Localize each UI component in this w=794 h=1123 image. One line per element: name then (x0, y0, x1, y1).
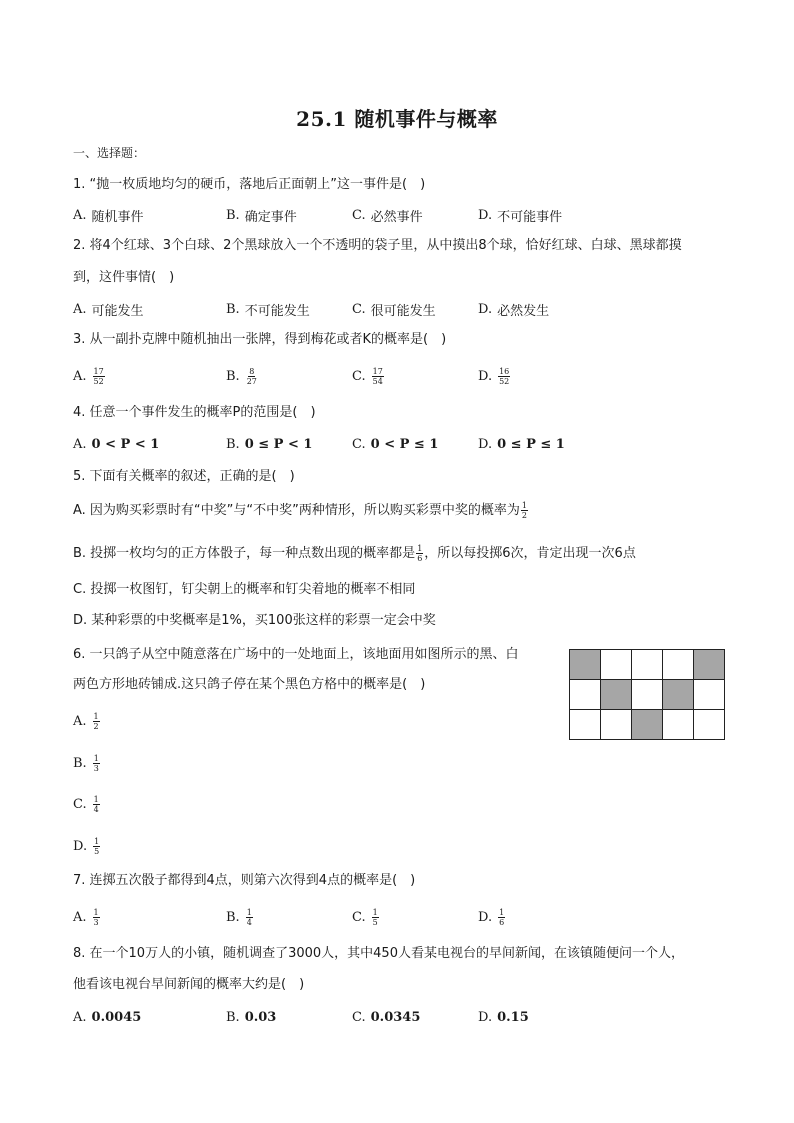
section-heading: 一、选择题： (73, 146, 146, 160)
question-1-options (73, 203, 733, 227)
option-label: A. (73, 207, 87, 223)
option-math: 0 < P ≤ 1 (370, 436, 439, 452)
grid-cell-white (632, 650, 663, 680)
numerator: 16 (499, 366, 510, 376)
option-label: C. (352, 909, 366, 925)
denominator: 3 (93, 763, 99, 773)
question-2-stem-line-1: 2. 将4个红球、3个白球、2个黑球放入一个不透明的袋子里，从中摸出8个球，恰好红球、白球、黑球都摸 (73, 238, 682, 253)
q8-option-b[interactable] (226, 1005, 276, 1029)
grid-cell-white (632, 680, 663, 710)
q5-option-a[interactable] (73, 501, 529, 521)
fraction (93, 367, 105, 386)
option-label: C. (352, 1009, 366, 1025)
denominator: 6 (499, 917, 505, 927)
q5-option-b[interactable] (73, 544, 636, 564)
option-label: D. (478, 207, 493, 223)
grid-cell-black (694, 650, 725, 680)
question-6-stem-line-1: 6. 一只鸽子从空中随意落在广场中的一处地面上，该地面用如图所示的黑、白 (73, 647, 519, 662)
grid-cell-black (601, 680, 632, 710)
option-label: C. (352, 207, 366, 223)
fraction (498, 908, 505, 927)
option-label: B. (226, 301, 240, 317)
option-label: D. (478, 436, 493, 452)
option-label: A. (73, 301, 87, 317)
q1-option-a[interactable] (73, 203, 144, 227)
option-text: 很可能发生 (370, 303, 436, 319)
fraction (416, 544, 423, 563)
grid-cell-white (601, 650, 632, 680)
q2-option-b[interactable] (226, 297, 310, 321)
q3-option-d[interactable] (478, 364, 511, 388)
question-3-options (73, 364, 733, 388)
q5-option-c[interactable]: C. 投掷一枚图钉，钉尖朝上的概率和钉尖着地的概率不相同 (73, 582, 416, 597)
option-label: B. (226, 1009, 240, 1025)
denominator: 5 (94, 846, 100, 856)
numerator: 1 (417, 544, 423, 553)
option-text: 不可能事件 (497, 209, 563, 225)
q6-option-d[interactable] (73, 834, 733, 858)
q4-option-b[interactable] (226, 432, 312, 456)
option-label: D. (478, 1009, 493, 1025)
denominator: 54 (372, 376, 383, 386)
denominator: 4 (93, 804, 99, 814)
grid-row (570, 650, 725, 680)
option-math: 0 ≤ P < 1 (244, 436, 313, 452)
grid-cell-white (694, 680, 725, 710)
option-label: B. (226, 207, 240, 223)
q8-option-d[interactable] (478, 1005, 529, 1029)
q8-option-a[interactable] (73, 1005, 141, 1029)
grid-cell-white (570, 680, 601, 710)
fraction (93, 795, 100, 814)
denominator: 3 (93, 917, 99, 927)
question-4-options (73, 432, 733, 456)
grid-cell-white (663, 650, 694, 680)
option-text: B. 投掷一枚均匀的正方体骰子，每一种点数出现的概率都是 (73, 546, 416, 561)
option-label: B. (226, 909, 240, 925)
page-title: 25.1 随机事件与概率 (296, 107, 498, 131)
q1-option-c[interactable] (352, 203, 423, 227)
denominator: 27 (246, 376, 257, 386)
option-text: 确定事件 (244, 209, 297, 225)
q3-option-c[interactable] (352, 364, 385, 388)
numerator: 8 (249, 366, 255, 376)
fraction (372, 367, 384, 386)
option-text: 必然发生 (497, 303, 550, 319)
option-text: 必然事件 (370, 209, 423, 225)
option-label: A. (73, 1009, 87, 1025)
option-label: A. (73, 713, 87, 729)
q3-option-b[interactable] (226, 364, 259, 388)
question-1-stem: 1. “抛一枚质地均匀的硬币，落地后正面朝上”这一事件是( ) (73, 177, 426, 192)
fraction (93, 908, 100, 927)
q4-option-c[interactable] (352, 432, 438, 456)
grid-cell-black (570, 650, 601, 680)
question-2-options (73, 297, 733, 321)
numerator: 17 (372, 366, 383, 376)
denominator: 4 (246, 917, 252, 927)
question-8-stem-line-1: 8. 在一个10万人的小镇，随机调查了3000人，其中450人看某电视台的早间新闻，在该镇随便问一个人， (73, 946, 684, 961)
q7-option-a[interactable] (73, 905, 101, 929)
numerator: 17 (93, 366, 104, 376)
option-label: C. (352, 301, 366, 317)
option-label: D. (478, 301, 493, 317)
fraction (93, 712, 100, 731)
numerator: 1 (521, 501, 527, 510)
option-label: C. (352, 368, 366, 384)
option-label: C. (73, 796, 87, 812)
denominator: 2 (521, 511, 527, 520)
fraction (372, 908, 379, 927)
q8-option-c[interactable] (352, 1005, 420, 1029)
question-7-options (73, 905, 733, 929)
q6-option-b[interactable] (73, 751, 733, 775)
grid-row (570, 680, 725, 710)
q6-option-a[interactable] (73, 709, 733, 733)
question-4-stem: 4. 任意一个事件发生的概率P的范围是( ) (73, 405, 316, 420)
q3-option-a[interactable] (73, 364, 106, 388)
numerator: 1 (372, 907, 378, 917)
fraction (93, 754, 100, 773)
question-7-stem: 7. 连掷五次骰子都得到4点，则第六次得到4点的概率是( ) (73, 873, 416, 888)
q2-option-d[interactable] (478, 297, 549, 321)
option-label: D. (478, 368, 493, 384)
numerator: 1 (93, 794, 99, 804)
option-text: 不可能发生 (244, 303, 310, 319)
question-5-stem: 5. 下面有关概率的叙述，正确的是( ) (73, 469, 295, 484)
question-3-stem: 3. 从一副扑克牌中随机抽出一张牌，得到梅花或者K的概率是( ) (73, 332, 447, 347)
numerator: 1 (93, 711, 99, 721)
option-text: 随机事件 (91, 209, 144, 225)
numerator: 1 (93, 907, 99, 917)
q5-option-d[interactable]: D. 某种彩票的中奖概率是1%，买100张这样的彩票一定会中奖 (73, 613, 436, 628)
fraction (93, 837, 100, 856)
question-8-options (73, 1005, 733, 1029)
option-text: 可能发生 (91, 303, 144, 319)
q6-option-c[interactable] (73, 792, 733, 816)
question-2-stem-line-2: 到，这件事情( ) (73, 270, 175, 285)
numerator: 1 (499, 907, 505, 917)
option-label: A. (73, 436, 87, 452)
option-label: B. (226, 368, 240, 384)
option-math: 0 < P < 1 (91, 436, 160, 452)
option-math: 0.0045 (91, 1009, 142, 1025)
question-6-stem-line-2: 两色方形地砖铺成.这只鸽子停在某个黑色方格中的概率是( ) (73, 677, 426, 692)
numerator: 1 (246, 907, 252, 917)
option-label: B. (226, 436, 240, 452)
fraction (521, 501, 528, 520)
denominator: 2 (93, 721, 99, 731)
denominator: 6 (417, 554, 423, 563)
option-math: 0.03 (244, 1009, 277, 1025)
numerator: 1 (93, 753, 99, 763)
q7-option-d[interactable] (478, 905, 506, 929)
question-8-stem-line-2: 他看该电视台早间新闻的概率大约是( ) (73, 977, 305, 992)
numerator: 1 (94, 836, 100, 846)
q4-option-d[interactable] (478, 432, 565, 456)
option-math: 0.15 (497, 1009, 529, 1025)
q4-option-a[interactable] (73, 432, 159, 456)
q2-option-c[interactable] (352, 297, 436, 321)
option-label: A. (73, 909, 87, 925)
option-label: D. (478, 909, 493, 925)
option-label: C. (352, 436, 366, 452)
q7-option-b[interactable] (226, 905, 254, 929)
option-math: 0.0345 (370, 1009, 421, 1025)
q7-option-c[interactable] (352, 905, 380, 929)
option-math: 0 ≤ P ≤ 1 (497, 436, 565, 452)
fraction (498, 367, 510, 386)
denominator: 52 (499, 376, 510, 386)
q1-option-b[interactable] (226, 203, 297, 227)
grid-cell-black (663, 680, 694, 710)
fraction (246, 908, 253, 927)
option-label: B. (73, 755, 87, 771)
denominator: 5 (372, 917, 378, 927)
denominator: 52 (93, 376, 104, 386)
fraction (246, 367, 258, 386)
q1-option-d[interactable] (478, 203, 562, 227)
option-label: D. (73, 838, 88, 854)
q2-option-a[interactable] (73, 297, 144, 321)
option-text: A. 因为购买彩票时有“中奖”与“不中奖”两种情形，所以购买彩票中奖的概率为 (73, 503, 520, 518)
option-text: ，所以每投掷6次，肯定出现一次6点 (424, 546, 636, 561)
option-label: A. (73, 368, 87, 384)
